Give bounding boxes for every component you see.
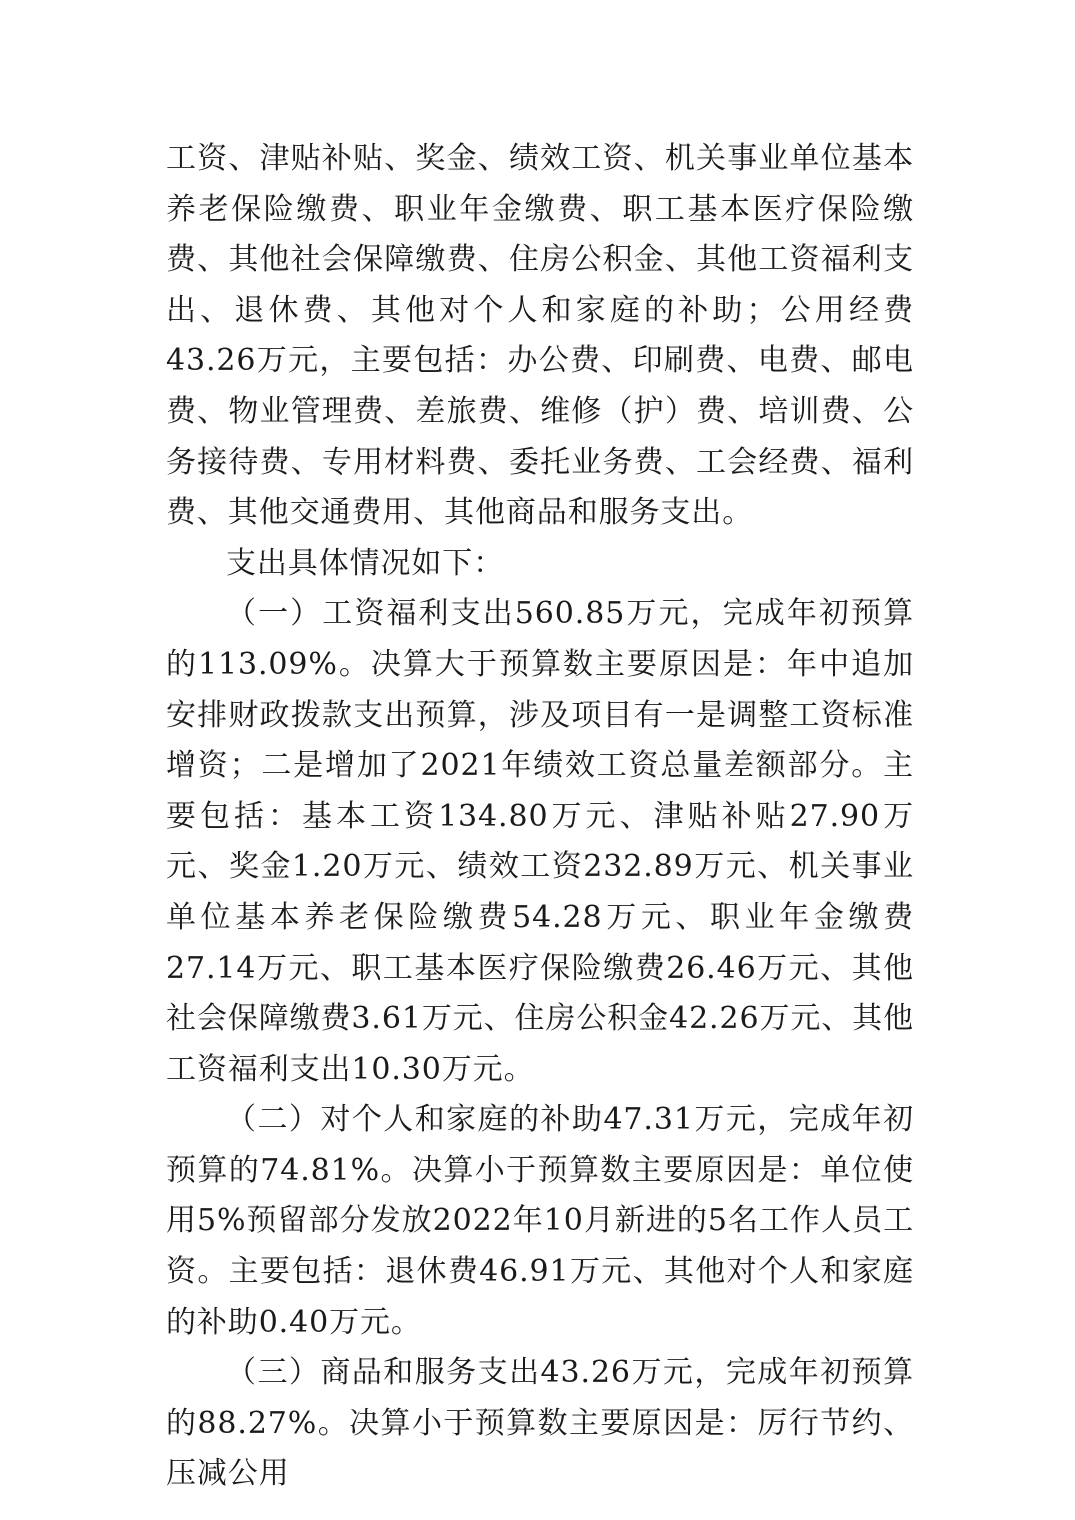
paragraph-expense-intro: 支出具体情况如下： [226,545,505,581]
paragraph-expense-items: 工资、津贴补贴、奖金、绩效工资、机关事业单位基本养老保险缴费、职业年金缴费、职工基本医疗保险缴费、其他社会保障缴费、住房公积金、其他工资福利支出、退休费、其他对个人和家庭的补助；公用经费43.26万元，主要包括：办公费、印刷费、电费、邮电费、物业管理费、差旅费、维修（护）费、培训费、公务接待费、专用材料费、委托业务费、工会经费、福利费、其他交通费用、其他商品和服务支出。 [166,141,914,531]
paragraph-household-subsidy: （二）对个人和家庭的补助47.31万元，完成年初预算的74.81%。决算小于预算数主要原因是：单位使用5%预留部分发放2022年10月新进的5名工作人员工资。主要包括：退休费46.91万元、其他对个人和家庭的补助0.40万元。 [166,1102,914,1340]
paragraph-wage-welfare: （一）工资福利支出560.85万元，完成年初预算的113.09%。决算大于预算数主要原因是：年中追加安排财政拨款支出预算，涉及项目有一是调整工资标准增资；二是增加了2021年绩效工资总量差额部分。主要包括：基本工资134.80万元、津贴补贴27.90万元、奖金1.20万元、绩效工资232.89万元、机关事业单位基本养老保险缴费54.28万元、职业年金缴费27.14万元、职工基本医疗保险缴费26.46万元、其他社会保障缴费3.61万元、住房公积金42.26万元、其他工资福利支出10.30万元。 [166,596,914,1087]
document-body [166,134,914,1500]
paragraph-goods-services: （三）商品和服务支出43.26万元，完成年初预算的88.27%。决算小于预算数主要原因是：厉行节约、压减公用 [166,1355,914,1492]
